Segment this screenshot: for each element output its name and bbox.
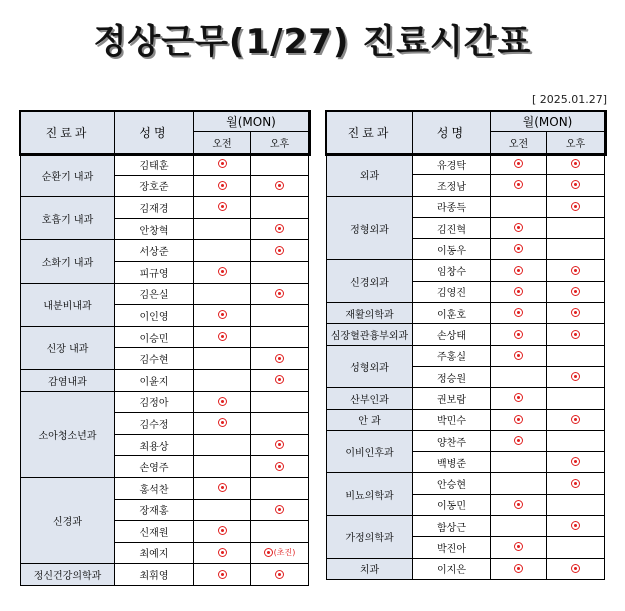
am-slot xyxy=(491,388,547,409)
available-mark-icon xyxy=(571,372,580,381)
doctor-name: 이훈호 xyxy=(413,303,491,324)
header-am: 오전 xyxy=(491,132,547,154)
department-cell: 이비인후과 xyxy=(327,430,413,473)
department-cell: 심장혈관흉부외과 xyxy=(327,324,413,345)
available-mark-icon xyxy=(275,505,284,514)
pm-slot xyxy=(547,196,605,217)
available-mark-icon xyxy=(218,548,227,557)
pm-slot xyxy=(547,281,605,302)
table-row xyxy=(327,196,605,217)
department-cell: 감염내과 xyxy=(21,369,115,391)
doctor-name: 최용상 xyxy=(115,434,194,456)
available-mark-icon xyxy=(264,548,273,557)
table-row xyxy=(21,369,309,391)
pm-slot xyxy=(251,391,309,413)
pm-slot xyxy=(547,175,605,196)
pm-slot xyxy=(251,348,309,370)
am-slot xyxy=(194,305,251,327)
table-row xyxy=(21,154,309,176)
department-cell: 외과 xyxy=(327,154,413,197)
am-slot xyxy=(194,521,251,543)
am-slot xyxy=(491,175,547,196)
am-slot xyxy=(194,542,251,564)
pm-slot xyxy=(251,564,309,586)
pm-slot xyxy=(547,537,605,558)
pm-slot xyxy=(251,477,309,499)
doctor-name: 피규영 xyxy=(115,261,194,283)
available-mark-icon xyxy=(218,159,227,168)
available-mark-icon xyxy=(514,159,523,168)
doctor-name: 백병준 xyxy=(413,452,491,473)
available-mark-icon xyxy=(218,181,227,190)
pm-slot xyxy=(251,261,309,283)
available-mark-icon xyxy=(218,202,227,211)
table-row xyxy=(327,388,605,409)
doctor-name: 손영주 xyxy=(115,456,194,478)
available-mark-icon xyxy=(514,415,523,424)
am-slot xyxy=(491,516,547,537)
doctor-name: 이동민 xyxy=(413,494,491,515)
header-name: 성명 xyxy=(115,112,194,154)
doctor-name: 김재경 xyxy=(115,197,194,219)
am-slot xyxy=(491,452,547,473)
am-slot xyxy=(194,154,251,176)
header-pm: 오후 xyxy=(251,132,309,154)
table-row xyxy=(21,391,309,413)
available-mark-icon xyxy=(218,310,227,319)
doctor-name: 주홍실 xyxy=(413,345,491,366)
available-mark-icon xyxy=(514,436,523,445)
am-slot xyxy=(194,413,251,435)
pm-slot xyxy=(547,324,605,345)
available-mark-icon xyxy=(514,330,523,339)
department-cell: 순환기 내과 xyxy=(21,154,115,197)
available-mark-icon xyxy=(275,181,284,190)
pm-slot xyxy=(251,305,309,327)
am-slot xyxy=(194,175,251,197)
department-cell: 비뇨의학과 xyxy=(327,473,413,516)
pm-slot xyxy=(547,473,605,494)
doctor-name: 안승현 xyxy=(413,473,491,494)
department-cell: 소화기 내과 xyxy=(21,240,115,283)
am-slot xyxy=(491,537,547,558)
pm-slot xyxy=(547,409,605,430)
available-mark-icon xyxy=(218,418,227,427)
table-row xyxy=(327,558,605,579)
doctor-name: 함상근 xyxy=(413,516,491,537)
header-dept: 진료과 xyxy=(21,112,115,154)
am-slot xyxy=(491,558,547,579)
am-slot xyxy=(491,324,547,345)
doctor-name: 서상준 xyxy=(115,240,194,262)
table-row xyxy=(21,326,309,348)
doctor-name: 양찬주 xyxy=(413,430,491,451)
schedule-date: [ 2025.01.27] xyxy=(531,93,607,106)
department-cell: 신경과 xyxy=(21,477,115,563)
pm-slot xyxy=(251,197,309,219)
available-mark-icon xyxy=(218,483,227,492)
doctor-name: 조정남 xyxy=(413,175,491,196)
available-mark-icon xyxy=(571,457,580,466)
table-row xyxy=(327,324,605,345)
doctor-name: 김정아 xyxy=(115,391,194,413)
available-mark-icon xyxy=(275,462,284,471)
table-row xyxy=(327,345,605,366)
table-row xyxy=(21,477,309,499)
pm-slot xyxy=(251,499,309,521)
pm-slot xyxy=(547,154,605,175)
pm-slot xyxy=(251,175,309,197)
department-cell: 치과 xyxy=(327,558,413,579)
am-slot xyxy=(194,240,251,262)
doctor-name: 이승민 xyxy=(115,326,194,348)
pm-slot xyxy=(547,260,605,281)
header-month: 월(MON) xyxy=(194,112,309,132)
table-row xyxy=(327,303,605,324)
available-mark-icon xyxy=(514,500,523,509)
doctor-name: 이윤지 xyxy=(115,369,194,391)
doctor-name: 김영진 xyxy=(413,281,491,302)
doctor-name: 홍석찬 xyxy=(115,477,194,499)
available-mark-icon xyxy=(571,564,580,573)
table-row xyxy=(21,564,309,586)
schedule-body-left xyxy=(21,154,309,586)
available-mark-icon xyxy=(514,180,523,189)
table-row xyxy=(21,240,309,262)
department-cell: 내분비내과 xyxy=(21,283,115,326)
am-slot xyxy=(194,499,251,521)
table-row xyxy=(327,154,605,175)
am-slot xyxy=(491,260,547,281)
am-slot xyxy=(194,434,251,456)
available-mark-icon xyxy=(514,266,523,275)
available-mark-icon xyxy=(571,180,580,189)
schedule-body-right xyxy=(327,154,605,580)
doctor-name: 최예지 xyxy=(115,542,194,564)
doctor-name: 김은실 xyxy=(115,283,194,305)
am-slot xyxy=(194,477,251,499)
department-cell: 가정의학과 xyxy=(327,516,413,559)
table-row xyxy=(327,260,605,281)
department-cell: 산부인과 xyxy=(327,388,413,409)
available-mark-icon xyxy=(514,351,523,360)
doctor-name: 권보람 xyxy=(413,388,491,409)
doctor-name: 정승원 xyxy=(413,366,491,387)
first-visit-note: (초진) xyxy=(273,548,296,558)
table-row xyxy=(327,473,605,494)
table-row xyxy=(327,409,605,430)
doctor-name: 최휘영 xyxy=(115,564,194,586)
doctor-name: 임창수 xyxy=(413,260,491,281)
am-slot xyxy=(194,391,251,413)
am-slot xyxy=(491,217,547,238)
available-mark-icon xyxy=(218,397,227,406)
available-mark-icon xyxy=(571,308,580,317)
am-slot xyxy=(491,239,547,260)
pm-slot xyxy=(251,369,309,391)
available-mark-icon xyxy=(514,542,523,551)
am-slot xyxy=(194,261,251,283)
am-slot xyxy=(194,218,251,240)
pm-slot xyxy=(251,434,309,456)
doctor-name: 손상태 xyxy=(413,324,491,345)
available-mark-icon xyxy=(514,223,523,232)
header-name: 성명 xyxy=(413,112,491,154)
available-mark-icon xyxy=(514,393,523,402)
header-am: 오전 xyxy=(194,132,251,154)
am-slot xyxy=(491,303,547,324)
header-dept: 진료과 xyxy=(327,112,413,154)
pm-slot xyxy=(547,494,605,515)
pm-slot xyxy=(251,456,309,478)
am-slot xyxy=(491,366,547,387)
am-slot xyxy=(194,564,251,586)
pm-slot xyxy=(547,239,605,260)
am-slot xyxy=(491,196,547,217)
schedule-table-left xyxy=(20,111,309,586)
available-mark-icon xyxy=(571,202,580,211)
doctor-name: 유경탁 xyxy=(413,154,491,175)
available-mark-icon xyxy=(275,440,284,449)
department-cell: 신경외과 xyxy=(327,260,413,303)
doctor-name: 김수정 xyxy=(115,413,194,435)
doctor-name: 이지은 xyxy=(413,558,491,579)
pm-slot xyxy=(547,345,605,366)
header-month: 월(MON) xyxy=(491,112,605,132)
available-mark-icon xyxy=(571,479,580,488)
pm-slot xyxy=(251,218,309,240)
pm-slot xyxy=(547,430,605,451)
table-row xyxy=(21,197,309,219)
pm-slot xyxy=(251,240,309,262)
available-mark-icon xyxy=(275,354,284,363)
pm-slot xyxy=(547,217,605,238)
doctor-name: 김수현 xyxy=(115,348,194,370)
header-pm: 오후 xyxy=(547,132,605,154)
am-slot xyxy=(194,283,251,305)
pm-slot xyxy=(547,366,605,387)
department-cell: 정형외과 xyxy=(327,196,413,260)
am-slot xyxy=(491,494,547,515)
doctor-name: 안창혁 xyxy=(115,218,194,240)
doctor-name: 김진혁 xyxy=(413,217,491,238)
am-slot xyxy=(491,345,547,366)
department-cell: 정신건강의학과 xyxy=(21,564,115,586)
am-slot xyxy=(491,430,547,451)
pm-slot xyxy=(547,388,605,409)
available-mark-icon xyxy=(514,564,523,573)
am-slot xyxy=(194,348,251,370)
doctor-name: 라종득 xyxy=(413,196,491,217)
available-mark-icon xyxy=(571,415,580,424)
table-row xyxy=(327,516,605,537)
available-mark-icon xyxy=(218,332,227,341)
am-slot xyxy=(194,197,251,219)
pm-slot xyxy=(547,452,605,473)
page-title: 정상근무(1/27) 진료시간표 xyxy=(93,22,532,62)
department-cell: 안 과 xyxy=(327,409,413,430)
doctor-name: 신재원 xyxy=(115,521,194,543)
doctor-name: 박진아 xyxy=(413,537,491,558)
am-slot xyxy=(194,456,251,478)
available-mark-icon xyxy=(218,526,227,535)
available-mark-icon xyxy=(514,287,523,296)
available-mark-icon xyxy=(571,266,580,275)
department-cell: 소아청소년과 xyxy=(21,391,115,477)
available-mark-icon xyxy=(514,244,523,253)
pm-slot xyxy=(251,154,309,176)
available-mark-icon xyxy=(571,159,580,168)
doctor-name: 장호준 xyxy=(115,175,194,197)
pm-slot xyxy=(251,521,309,543)
doctor-name: 김태훈 xyxy=(115,154,194,176)
available-mark-icon xyxy=(275,289,284,298)
doctor-name: 이동우 xyxy=(413,239,491,260)
am-slot xyxy=(194,326,251,348)
available-mark-icon xyxy=(218,267,227,276)
pm-slot xyxy=(251,542,309,564)
schedule-table-right xyxy=(326,111,605,580)
available-mark-icon xyxy=(275,246,284,255)
pm-slot xyxy=(547,516,605,537)
pm-slot xyxy=(547,303,605,324)
available-mark-icon xyxy=(571,287,580,296)
am-slot xyxy=(491,473,547,494)
doctor-name: 이인영 xyxy=(115,305,194,327)
am-slot xyxy=(491,281,547,302)
pm-slot xyxy=(251,283,309,305)
table-row xyxy=(327,430,605,451)
pm-slot xyxy=(251,413,309,435)
available-mark-icon xyxy=(275,224,284,233)
department-cell: 성형외과 xyxy=(327,345,413,388)
available-mark-icon xyxy=(571,330,580,339)
doctor-name: 박민수 xyxy=(413,409,491,430)
table-row xyxy=(21,283,309,305)
available-mark-icon xyxy=(275,375,284,384)
department-cell: 재활의학과 xyxy=(327,303,413,324)
department-cell: 호흡기 내과 xyxy=(21,197,115,240)
pm-slot xyxy=(547,558,605,579)
am-slot xyxy=(491,409,547,430)
am-slot xyxy=(491,154,547,175)
doctor-name: 장재홍 xyxy=(115,499,194,521)
available-mark-icon xyxy=(218,570,227,579)
pm-slot xyxy=(251,326,309,348)
available-mark-icon xyxy=(275,570,284,579)
am-slot xyxy=(194,369,251,391)
available-mark-icon xyxy=(514,308,523,317)
available-mark-icon xyxy=(571,521,580,530)
department-cell: 신장 내과 xyxy=(21,326,115,369)
